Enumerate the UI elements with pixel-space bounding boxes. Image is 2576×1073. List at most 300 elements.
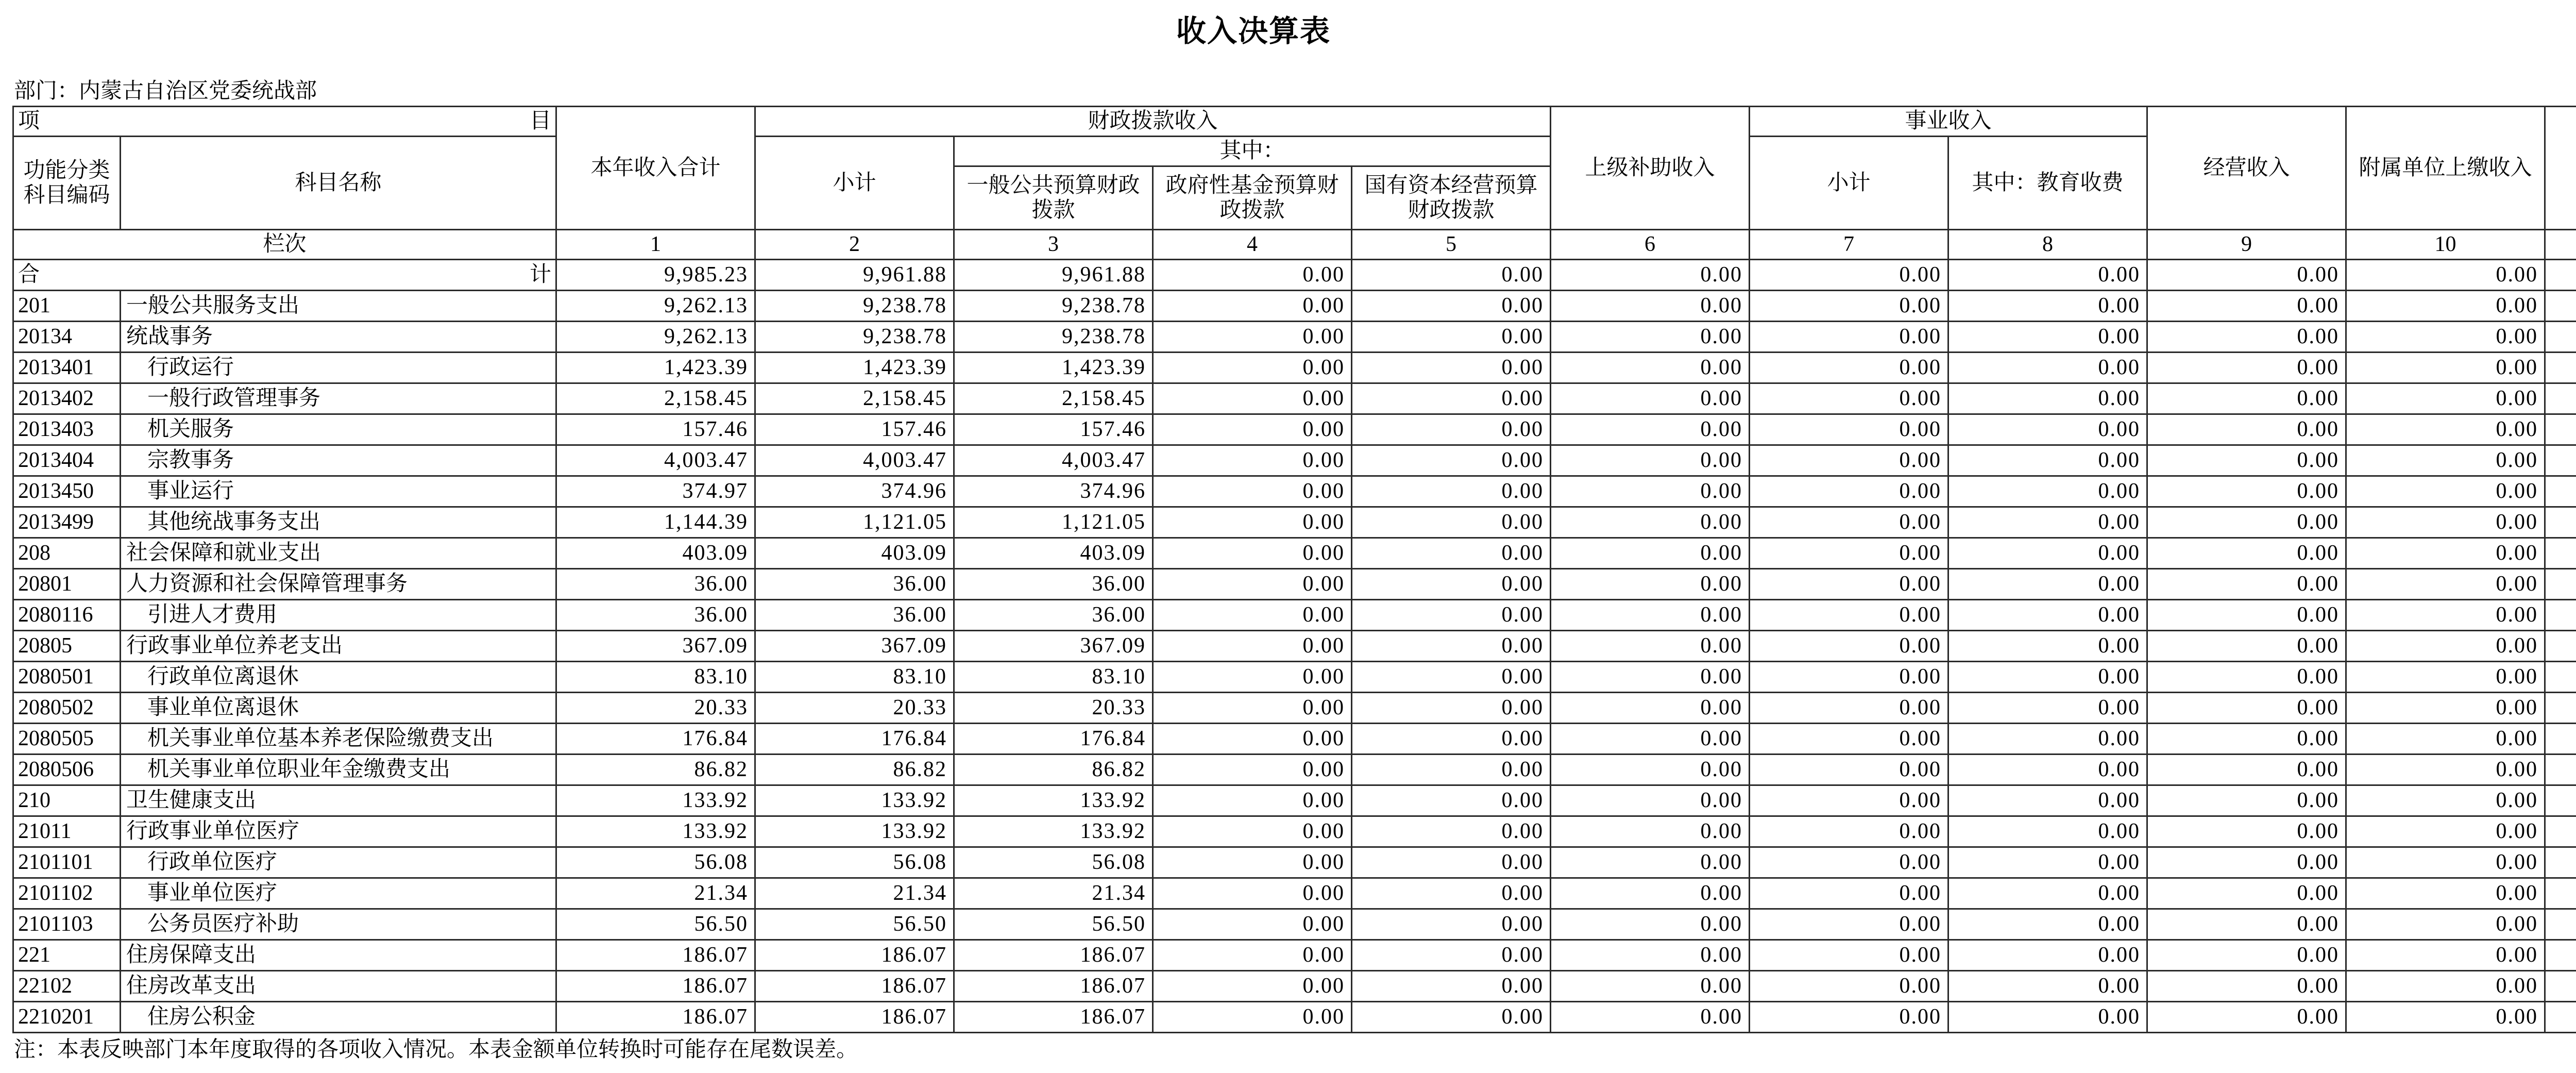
total-value-cell: 0.00 — [1551, 260, 1750, 291]
value-cell: 86.82 — [954, 755, 1153, 785]
value-cell: 20.33 — [556, 693, 755, 724]
total-row — [13, 260, 2576, 291]
header-item-right: 目 — [529, 109, 551, 133]
value-cell: 133.92 — [755, 816, 954, 847]
total-value-cell: 9,985.23 — [556, 260, 755, 291]
value-cell: 0.00 — [1948, 476, 2147, 507]
column-number: 3 — [954, 230, 1153, 260]
subject-name-cell: 行政运行 — [121, 353, 556, 383]
subject-code-cell: 2013450 — [13, 476, 121, 507]
column-number: 1 — [556, 230, 755, 260]
value-cell — [2545, 383, 2576, 414]
value-cell: 0.00 — [1153, 600, 1352, 631]
value-cell: 0.00 — [1352, 940, 1551, 971]
value-cell: 0.00 — [1153, 816, 1352, 847]
value-cell: 0.00 — [1750, 538, 1948, 569]
value-cell: 133.92 — [556, 816, 755, 847]
column-number: 10 — [2346, 230, 2545, 260]
value-cell — [2545, 445, 2576, 476]
value-cell: 0.00 — [1153, 878, 1352, 909]
value-cell: 4,003.47 — [954, 445, 1153, 476]
value-cell: 0.00 — [2346, 538, 2545, 569]
value-cell — [2545, 909, 2576, 940]
column-number — [2545, 230, 2576, 260]
value-cell: 0.00 — [1551, 569, 1750, 600]
column-number: 5 — [1352, 230, 1551, 260]
value-cell: 0.00 — [1750, 414, 1948, 445]
subject-code-cell: 201 — [13, 291, 121, 322]
value-cell: 1,423.39 — [556, 353, 755, 383]
value-cell: 0.00 — [1551, 353, 1750, 383]
table-row — [13, 816, 2576, 847]
value-cell: 0.00 — [2346, 476, 2545, 507]
subject-name-cell: 机关事业单位基本养老保险缴费支出 — [121, 724, 556, 755]
value-cell: 0.00 — [1551, 878, 1750, 909]
table-row — [13, 507, 2576, 538]
subject-code-cell: 20801 — [13, 569, 121, 600]
value-cell: 0.00 — [1948, 445, 2147, 476]
value-cell: 0.00 — [2346, 971, 2545, 1002]
table-header — [13, 107, 2576, 260]
value-cell — [2545, 569, 2576, 600]
value-cell: 0.00 — [1551, 724, 1750, 755]
value-cell: 9,262.13 — [556, 291, 755, 322]
value-cell: 9,262.13 — [556, 322, 755, 353]
subject-code-cell: 210 — [13, 785, 121, 816]
subject-code-cell: 2101101 — [13, 847, 121, 878]
value-cell: 0.00 — [1750, 353, 1948, 383]
value-cell: 0.00 — [2346, 383, 2545, 414]
value-cell: 0.00 — [1750, 940, 1948, 971]
value-cell: 1,423.39 — [954, 353, 1153, 383]
column-number: 9 — [2147, 230, 2346, 260]
value-cell: 0.00 — [1551, 693, 1750, 724]
table-row — [13, 847, 2576, 878]
value-cell — [2545, 476, 2576, 507]
value-cell: 21.34 — [755, 878, 954, 909]
value-cell: 0.00 — [1948, 662, 2147, 693]
table-row — [13, 631, 2576, 662]
header-affiliated-income: 附属单位上缴收入 — [2346, 107, 2545, 230]
header-row-1 — [13, 107, 2576, 137]
value-cell — [2545, 353, 2576, 383]
value-cell: 56.08 — [556, 847, 755, 878]
subject-code-cell: 2013401 — [13, 353, 121, 383]
value-cell — [2545, 878, 2576, 909]
subject-name-cell: 社会保障和就业支出 — [121, 538, 556, 569]
value-cell: 0.00 — [2147, 1002, 2346, 1033]
value-cell: 0.00 — [1948, 414, 2147, 445]
header-column-index: 栏次 — [13, 230, 556, 260]
value-cell — [2545, 847, 2576, 878]
table-row — [13, 383, 2576, 414]
table-row — [13, 878, 2576, 909]
value-cell: 0.00 — [1153, 538, 1352, 569]
value-cell: 367.09 — [755, 631, 954, 662]
value-cell: 0.00 — [1551, 909, 1750, 940]
header-other-income — [2545, 107, 2576, 230]
value-cell: 186.07 — [755, 940, 954, 971]
subject-code-cell: 20805 — [13, 631, 121, 662]
value-cell: 0.00 — [1750, 476, 1948, 507]
subject-code-cell: 2013402 — [13, 383, 121, 414]
value-cell: 0.00 — [1551, 414, 1750, 445]
value-cell: 0.00 — [2147, 971, 2346, 1002]
value-cell: 176.84 — [755, 724, 954, 755]
value-cell: 0.00 — [1551, 476, 1750, 507]
subject-name-cell: 住房保障支出 — [121, 940, 556, 971]
subject-code-cell: 2080116 — [13, 600, 121, 631]
value-cell: 2,158.45 — [556, 383, 755, 414]
value-cell: 0.00 — [1352, 631, 1551, 662]
value-cell: 0.00 — [1153, 291, 1352, 322]
header-superior-subsidy: 上级补助收入 — [1551, 107, 1750, 230]
value-cell: 0.00 — [1551, 971, 1750, 1002]
value-cell: 367.09 — [556, 631, 755, 662]
value-cell: 0.00 — [1551, 507, 1750, 538]
value-cell: 0.00 — [2346, 693, 2545, 724]
value-cell: 0.00 — [2346, 291, 2545, 322]
value-cell: 21.34 — [954, 878, 1153, 909]
value-cell: 2,158.45 — [954, 383, 1153, 414]
header-general-budget: 一般公共预算财政拨款 — [954, 166, 1153, 230]
value-cell: 374.97 — [556, 476, 755, 507]
value-cell: 36.00 — [755, 600, 954, 631]
subject-name-cell: 人力资源和社会保障管理事务 — [121, 569, 556, 600]
value-cell: 0.00 — [1551, 445, 1750, 476]
header-fund-budget: 政府性基金预算财政拨款 — [1153, 166, 1352, 230]
value-cell: 83.10 — [755, 662, 954, 693]
value-cell — [2545, 600, 2576, 631]
value-cell: 0.00 — [1153, 631, 1352, 662]
value-cell: 0.00 — [1352, 971, 1551, 1002]
value-cell: 1,121.05 — [755, 507, 954, 538]
value-cell: 2,158.45 — [755, 383, 954, 414]
table-row — [13, 291, 2576, 322]
subject-name-cell: 机关服务 — [121, 414, 556, 445]
value-cell — [2545, 693, 2576, 724]
value-cell: 0.00 — [2346, 600, 2545, 631]
value-cell: 0.00 — [2147, 383, 2346, 414]
value-cell: 20.33 — [954, 693, 1153, 724]
value-cell: 0.00 — [1948, 383, 2147, 414]
header-fiscal-of-which: 其中： — [954, 137, 1551, 166]
subject-name-cell: 公务员医疗补助 — [121, 909, 556, 940]
value-cell: 0.00 — [1948, 538, 2147, 569]
subject-code-cell: 2080501 — [13, 662, 121, 693]
subject-name-cell: 卫生健康支出 — [121, 785, 556, 816]
value-cell: 0.00 — [1153, 971, 1352, 1002]
value-cell — [2545, 785, 2576, 816]
value-cell: 0.00 — [1153, 755, 1352, 785]
value-cell: 0.00 — [2346, 878, 2545, 909]
value-cell: 157.46 — [755, 414, 954, 445]
table-row — [13, 600, 2576, 631]
value-cell: 0.00 — [1153, 662, 1352, 693]
value-cell: 0.00 — [2147, 878, 2346, 909]
value-cell: 367.09 — [954, 631, 1153, 662]
value-cell: 186.07 — [954, 940, 1153, 971]
value-cell: 56.50 — [556, 909, 755, 940]
value-cell: 0.00 — [2147, 755, 2346, 785]
value-cell: 0.00 — [1948, 940, 2147, 971]
table-row — [13, 785, 2576, 816]
value-cell: 0.00 — [1153, 1002, 1352, 1033]
value-cell: 0.00 — [1352, 785, 1551, 816]
value-cell: 83.10 — [556, 662, 755, 693]
subject-code-cell: 20134 — [13, 322, 121, 353]
value-cell: 0.00 — [1750, 755, 1948, 785]
subject-name-cell: 行政事业单位养老支出 — [121, 631, 556, 662]
department-label: 部门：内蒙古自治区党委统战部 — [14, 79, 317, 103]
value-cell: 0.00 — [1153, 383, 1352, 414]
value-cell: 0.00 — [2147, 693, 2346, 724]
column-number: 2 — [755, 230, 954, 260]
value-cell: 186.07 — [755, 1002, 954, 1033]
total-value-cell: 0.00 — [1948, 260, 2147, 291]
subject-name-cell: 宗教事务 — [121, 445, 556, 476]
value-cell — [2545, 816, 2576, 847]
value-cell: 0.00 — [1352, 291, 1551, 322]
header-item-split — [18, 109, 551, 133]
value-cell: 0.00 — [1153, 847, 1352, 878]
subject-code-cell: 2101102 — [13, 878, 121, 909]
value-cell: 0.00 — [1750, 909, 1948, 940]
subject-code-cell: 22102 — [13, 971, 121, 1002]
page-title: 收入决算表 — [1176, 14, 1331, 48]
value-cell: 0.00 — [1750, 569, 1948, 600]
value-cell: 0.00 — [1948, 755, 2147, 785]
table-row — [13, 1002, 2576, 1033]
header-business-subtotal: 小计 — [1750, 137, 1948, 230]
value-cell: 186.07 — [556, 940, 755, 971]
value-cell — [2545, 971, 2576, 1002]
value-cell: 0.00 — [1750, 878, 1948, 909]
value-cell: 0.00 — [1551, 816, 1750, 847]
total-value-cell: 9,961.88 — [954, 260, 1153, 291]
value-cell: 0.00 — [1551, 322, 1750, 353]
subject-code-cell: 2013499 — [13, 507, 121, 538]
value-cell: 176.84 — [954, 724, 1153, 755]
header-education-fee: 其中：教育收费 — [1948, 137, 2147, 230]
value-cell: 20.33 — [755, 693, 954, 724]
value-cell: 0.00 — [1948, 878, 2147, 909]
value-cell: 0.00 — [2147, 322, 2346, 353]
value-cell: 0.00 — [2346, 724, 2545, 755]
value-cell: 374.96 — [954, 476, 1153, 507]
value-cell: 0.00 — [2147, 847, 2346, 878]
total-label-split — [18, 262, 551, 287]
value-cell: 0.00 — [1948, 353, 2147, 383]
value-cell: 157.46 — [954, 414, 1153, 445]
value-cell: 0.00 — [1948, 1002, 2147, 1033]
table-body — [13, 260, 2576, 1033]
value-cell: 0.00 — [2346, 569, 2545, 600]
header-item-left: 项 — [18, 109, 40, 133]
value-cell: 83.10 — [954, 662, 1153, 693]
value-cell — [2545, 940, 2576, 971]
subject-name-cell: 引进人才费用 — [121, 600, 556, 631]
value-cell: 0.00 — [1750, 662, 1948, 693]
subject-name-cell: 事业单位离退休 — [121, 693, 556, 724]
value-cell: 403.09 — [556, 538, 755, 569]
value-cell: 0.00 — [1352, 693, 1551, 724]
subject-code-cell: 21011 — [13, 816, 121, 847]
value-cell: 0.00 — [2346, 847, 2545, 878]
value-cell: 0.00 — [1352, 476, 1551, 507]
value-cell: 0.00 — [1750, 816, 1948, 847]
column-number: 8 — [1948, 230, 2147, 260]
value-cell: 0.00 — [1352, 847, 1551, 878]
value-cell: 4,003.47 — [556, 445, 755, 476]
header-business-income: 事业收入 — [1750, 107, 2147, 137]
total-value-cell: 0.00 — [2147, 260, 2346, 291]
table-row — [13, 538, 2576, 569]
value-cell: 0.00 — [1551, 755, 1750, 785]
value-cell: 0.00 — [2346, 507, 2545, 538]
value-cell: 0.00 — [2346, 322, 2545, 353]
value-cell: 86.82 — [556, 755, 755, 785]
value-cell: 157.46 — [556, 414, 755, 445]
value-cell: 0.00 — [2147, 353, 2346, 383]
value-cell: 0.00 — [1153, 445, 1352, 476]
value-cell: 0.00 — [1352, 383, 1551, 414]
value-cell: 0.00 — [1352, 662, 1551, 693]
value-cell: 86.82 — [755, 755, 954, 785]
value-cell: 0.00 — [1948, 291, 2147, 322]
value-cell: 0.00 — [2147, 476, 2346, 507]
value-cell: 0.00 — [2147, 940, 2346, 971]
value-cell: 0.00 — [2346, 785, 2545, 816]
footnote: 注：本表反映部门本年度取得的各项收入情况。本表金额单位转换时可能存在尾数误差。 — [14, 1038, 858, 1062]
value-cell: 0.00 — [2147, 291, 2346, 322]
value-cell: 56.50 — [954, 909, 1153, 940]
subject-name-cell: 机关事业单位职业年金缴费支出 — [121, 755, 556, 785]
subject-code-cell: 2013403 — [13, 414, 121, 445]
header-fiscal-subtotal: 小计 — [755, 137, 954, 230]
header-function-code: 功能分类科目编码 — [13, 137, 121, 230]
value-cell: 0.00 — [1750, 785, 1948, 816]
value-cell: 0.00 — [1153, 724, 1352, 755]
value-cell: 56.08 — [755, 847, 954, 878]
value-cell: 186.07 — [954, 1002, 1153, 1033]
column-number: 7 — [1750, 230, 1948, 260]
header-subject-name: 科目名称 — [121, 137, 556, 230]
value-cell: 0.00 — [1352, 909, 1551, 940]
value-cell: 0.00 — [2147, 569, 2346, 600]
value-cell: 0.00 — [1153, 569, 1352, 600]
value-cell: 0.00 — [2346, 1002, 2545, 1033]
value-cell: 0.00 — [1551, 1002, 1750, 1033]
value-cell: 0.00 — [2346, 631, 2545, 662]
value-cell: 0.00 — [1352, 724, 1551, 755]
subject-name-cell: 事业单位医疗 — [121, 878, 556, 909]
total-label-right: 计 — [529, 263, 551, 287]
value-cell: 0.00 — [1352, 755, 1551, 785]
value-cell: 0.00 — [1948, 785, 2147, 816]
subject-name-cell: 行政事业单位医疗 — [121, 816, 556, 847]
value-cell: 0.00 — [1948, 693, 2147, 724]
table-row — [13, 971, 2576, 1002]
value-cell: 56.50 — [755, 909, 954, 940]
value-cell: 186.07 — [954, 971, 1153, 1002]
column-number: 6 — [1551, 230, 1750, 260]
value-cell: 0.00 — [1352, 353, 1551, 383]
value-cell: 0.00 — [1153, 909, 1352, 940]
value-cell — [2545, 414, 2576, 445]
value-cell: 0.00 — [2147, 414, 2346, 445]
value-cell: 0.00 — [2147, 785, 2346, 816]
value-cell: 186.07 — [556, 971, 755, 1002]
value-cell: 0.00 — [1352, 445, 1551, 476]
table-row — [13, 414, 2576, 445]
value-cell: 0.00 — [1750, 600, 1948, 631]
value-cell: 0.00 — [1153, 693, 1352, 724]
table-row — [13, 755, 2576, 785]
value-cell: 0.00 — [1551, 940, 1750, 971]
subject-code-cell: 208 — [13, 538, 121, 569]
subject-name-cell: 一般行政管理事务 — [121, 383, 556, 414]
value-cell: 133.92 — [954, 816, 1153, 847]
value-cell: 21.34 — [556, 878, 755, 909]
value-cell: 0.00 — [1551, 631, 1750, 662]
value-cell: 0.00 — [1948, 971, 2147, 1002]
table-row — [13, 445, 2576, 476]
total-value-cell: 0.00 — [2346, 260, 2545, 291]
value-cell: 0.00 — [1948, 724, 2147, 755]
header-total-income: 本年收入合计 — [556, 107, 755, 230]
table-row — [13, 322, 2576, 353]
value-cell — [2545, 724, 2576, 755]
subject-code-cell: 2080505 — [13, 724, 121, 755]
value-cell: 36.00 — [556, 600, 755, 631]
header-operating-income: 经营收入 — [2147, 107, 2346, 230]
value-cell: 0.00 — [2346, 662, 2545, 693]
value-cell: 0.00 — [1551, 291, 1750, 322]
header-state-capital-budget: 国有资本经营预算财政拨款 — [1352, 166, 1551, 230]
table-row — [13, 909, 2576, 940]
value-cell: 0.00 — [1551, 538, 1750, 569]
value-cell — [2545, 538, 2576, 569]
subject-code-cell: 2210201 — [13, 1002, 121, 1033]
value-cell: 9,238.78 — [954, 322, 1153, 353]
value-cell: 0.00 — [2147, 909, 2346, 940]
value-cell — [2545, 1002, 2576, 1033]
value-cell: 0.00 — [1551, 847, 1750, 878]
value-cell: 0.00 — [1750, 724, 1948, 755]
value-cell: 0.00 — [1551, 785, 1750, 816]
value-cell: 0.00 — [1750, 322, 1948, 353]
value-cell: 0.00 — [1352, 322, 1551, 353]
value-cell: 9,238.78 — [755, 322, 954, 353]
value-cell: 0.00 — [1153, 507, 1352, 538]
value-cell: 0.00 — [1352, 816, 1551, 847]
value-cell: 186.07 — [556, 1002, 755, 1033]
value-cell — [2545, 291, 2576, 322]
subject-code-cell: 2013404 — [13, 445, 121, 476]
value-cell: 36.00 — [556, 569, 755, 600]
column-number: 4 — [1153, 230, 1352, 260]
subject-name-cell: 其他统战事务支出 — [121, 507, 556, 538]
value-cell: 0.00 — [2346, 755, 2545, 785]
value-cell: 0.00 — [2147, 445, 2346, 476]
total-row-label — [13, 260, 556, 291]
table-row — [13, 724, 2576, 755]
value-cell: 0.00 — [2147, 507, 2346, 538]
value-cell: 0.00 — [2147, 724, 2346, 755]
value-cell: 0.00 — [1153, 940, 1352, 971]
value-cell — [2545, 755, 2576, 785]
